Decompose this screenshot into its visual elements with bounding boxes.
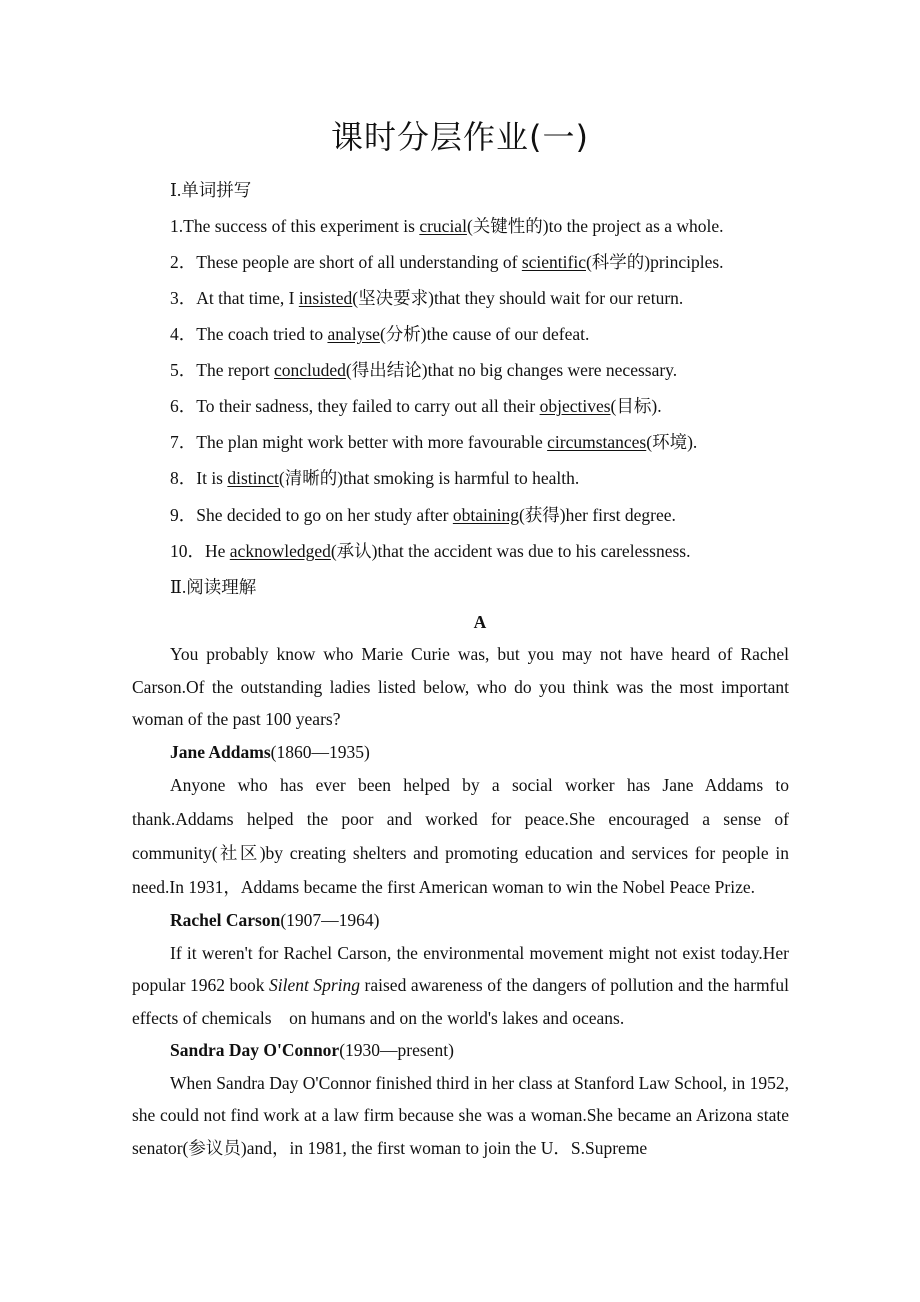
page-title: 课时分层作业(一)	[331, 118, 589, 156]
answer-word: insisted	[298, 288, 353, 308]
person-heading: Sandra Day O'Connor(1930—present)	[170, 1040, 454, 1060]
answer-word: distinct	[227, 468, 279, 488]
person-paragraph: Anyone who has ever been helped by a social worker has Jane Addams to thank.Addams helped the poor and worked for peace.She encouraged a sense of community(社区)by creating shelters and promoting education and services for people in need.In 1931，Addams became the first American woman to win the Nobel Peace Prize.	[132, 775, 789, 897]
list-item: 1.The success of this experiment is crucial(关键性的)to the project as a whole.	[170, 216, 724, 236]
list-item: 3．At that time, I insisted(坚决要求)that they should wait for our return.	[170, 288, 684, 308]
answer-word: concluded	[274, 360, 346, 380]
answer-word: crucial	[419, 216, 467, 236]
list-item: 10．He acknowledged(承认)that the accident was due to his carelessness.	[170, 541, 691, 561]
book-title: Silent Spring	[268, 975, 361, 995]
passage-label: A	[473, 612, 487, 632]
answer-word: circumstances	[547, 432, 647, 452]
answer-word: objectives	[539, 396, 611, 416]
section-heading-reading: Ⅱ.阅读理解	[170, 577, 257, 597]
passage-body	[132, 638, 789, 1164]
person-heading: Rachel Carson(1907—1964)	[170, 910, 380, 930]
answer-word: scientific	[521, 252, 586, 272]
list-item: 5．The report concluded(得出结论)that no big changes were necessary.	[170, 360, 678, 380]
intro-paragraph: You probably know who Marie Curie was, but you may not have heard of Rachel Carson.Of the outstanding ladies listed below, who do you think was the most important woman of the past 100 years?	[132, 644, 789, 729]
section-heading-spelling: Ⅰ.单词拼写	[170, 180, 252, 200]
list-item: 4．The coach tried to analyse(分析)the cause of our defeat.	[170, 324, 590, 344]
list-item: 9．She decided to go on her study after obtaining(获得)her first degree.	[170, 505, 676, 525]
list-item: 6．To their sadness, they failed to carry out all their objectives(目标).	[170, 396, 662, 416]
person-paragraph: When Sandra Day O'Connor finished third in her class at Stanford Law School, in 1952, she could not find work at a law firm because she was a woman.She became an Arizona state senator(参议员)and，in 1981, the first woman to join the U．S.Supreme	[132, 1072, 789, 1158]
answer-word: acknowledged	[229, 541, 331, 561]
answer-word: analyse	[327, 324, 380, 344]
list-item: 8．It is distinct(清晰的)that smoking is harmful to health.	[170, 468, 580, 488]
answer-word: obtaining	[452, 505, 519, 525]
list-item: 7．The plan might work better with more favourable circumstances(环境).	[170, 432, 698, 452]
list-item: 2．These people are short of all understanding of scientific(科学的)principles.	[170, 252, 724, 272]
person-paragraph: If it weren't for Rachel Carson, the environmental movement might not exist today.Her popular 1962 book Silent Spring raised awareness of the dangers of pollution and the harmful effects of chemicals on humans and on the world's lakes and oceans.	[132, 942, 789, 1028]
person-heading: Jane Addams(1860—1935)	[170, 741, 370, 762]
